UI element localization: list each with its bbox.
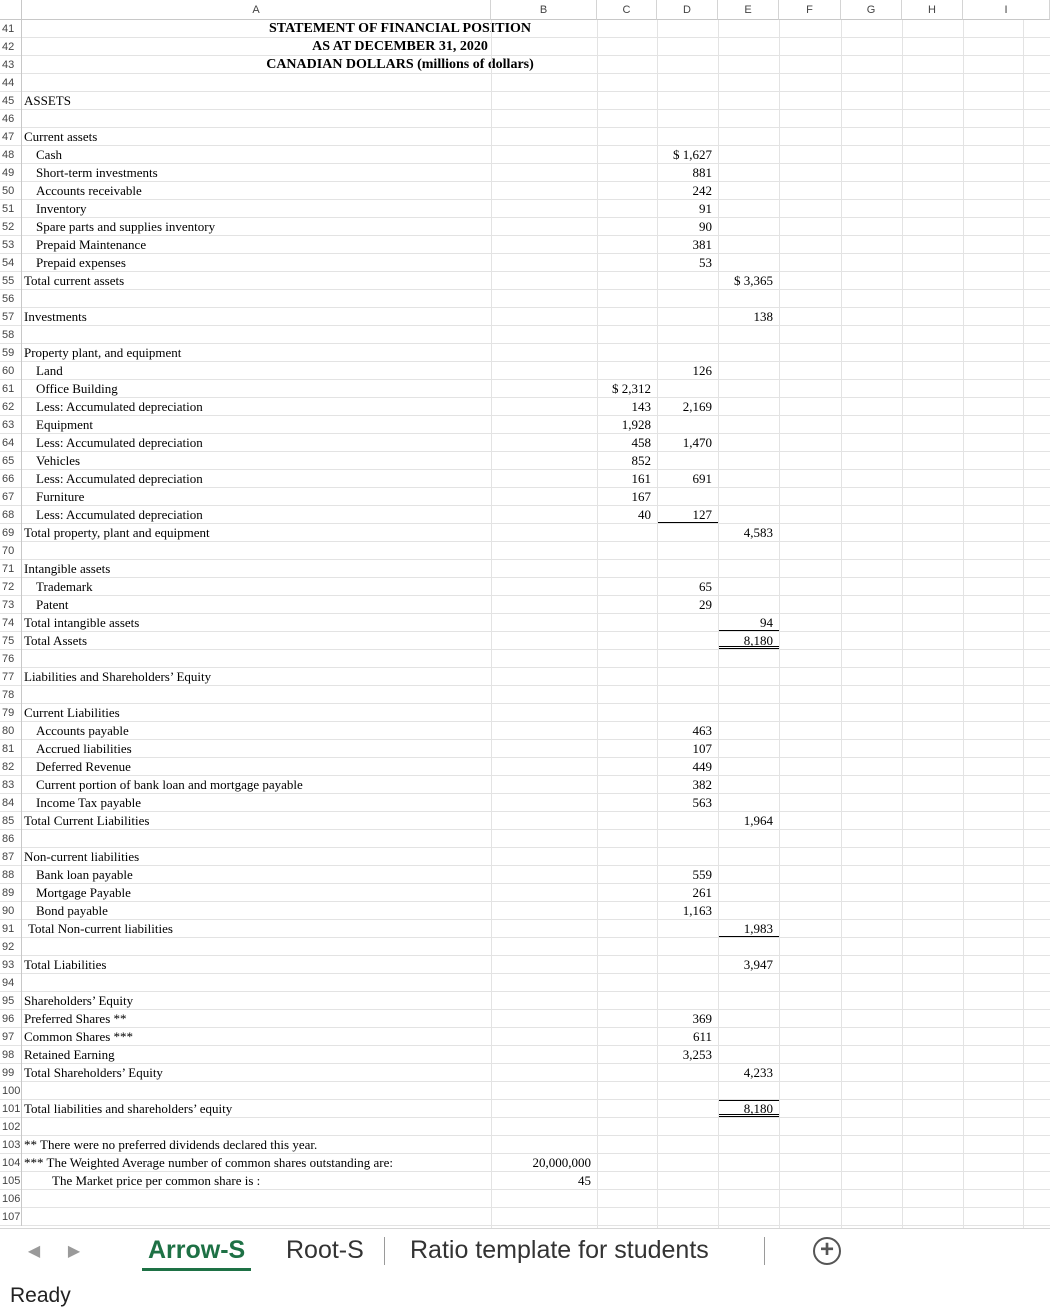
row-number[interactable]: 62 — [0, 398, 22, 416]
row-number[interactable]: 104 — [0, 1154, 22, 1172]
table-row — [0, 542, 1050, 560]
row-number[interactable]: 92 — [0, 938, 22, 956]
table-row — [0, 524, 1050, 542]
row-number[interactable]: 56 — [0, 290, 22, 308]
cell-d-value[interactable]: 449 — [692, 759, 712, 774]
line-item-label[interactable]: Furniture — [36, 489, 85, 504]
table-row — [0, 956, 1050, 974]
line-item-label[interactable]: Current portion of bank loan and mortgage payable — [36, 777, 303, 792]
table-row — [0, 1208, 1050, 1226]
scroll-tabs-right-icon[interactable]: ▶ — [67, 1243, 81, 1260]
row-number[interactable]: 60 — [0, 362, 22, 380]
line-item-label[interactable]: Land — [36, 363, 63, 378]
line-item-label[interactable]: Common Shares *** — [24, 1029, 134, 1044]
row-number[interactable]: 90 — [0, 902, 22, 920]
row-number[interactable]: 48 — [0, 146, 22, 164]
table-row — [0, 650, 1050, 668]
cell-d-value[interactable]: 563 — [692, 795, 712, 810]
table-row — [0, 164, 1050, 182]
row-number[interactable]: 41 — [0, 20, 22, 38]
line-item-label[interactable]: Liabilities and Shareholders’ Equity — [24, 669, 212, 684]
line-item-label[interactable]: ASSETS — [24, 93, 71, 108]
line-item-label[interactable]: Patent — [36, 597, 69, 612]
row-number[interactable]: 80 — [0, 722, 22, 740]
underline-border — [718, 1114, 780, 1117]
cell-d-value[interactable]: 382 — [692, 777, 712, 792]
line-item-label[interactable]: Bank loan payable — [36, 867, 133, 882]
cell-d-value[interactable]: 881 — [692, 165, 712, 180]
cell-d-value[interactable]: 126 — [692, 363, 712, 378]
status-text: Ready — [10, 1284, 71, 1307]
table-row — [0, 74, 1050, 92]
row-number[interactable]: 87 — [0, 848, 22, 866]
cell-d-value[interactable]: 91 — [699, 201, 712, 216]
line-item-label[interactable]: Total Shareholders’ Equity — [24, 1065, 163, 1080]
statement-title-line[interactable]: CANADIAN DOLLARS (millions of dollars) — [266, 57, 534, 72]
table-row — [0, 1082, 1050, 1100]
line-item-label[interactable]: Spare parts and supplies inventory — [36, 219, 216, 234]
table-row — [0, 218, 1050, 236]
line-item-label[interactable]: Accounts receivable — [36, 183, 142, 198]
add-sheet-icon[interactable]: + — [813, 1237, 841, 1265]
statement-title-line[interactable]: AS AT DECEMBER 31, 2020 — [312, 39, 488, 54]
line-item-label[interactable]: Less: Accumulated depreciation — [36, 507, 203, 522]
row-number[interactable]: 72 — [0, 578, 22, 596]
gridline — [597, 20, 598, 1228]
cell-e-value[interactable]: 1,983 — [743, 921, 773, 936]
table-row — [0, 200, 1050, 218]
cell-d-value[interactable]: 90 — [699, 219, 712, 234]
gridline — [718, 20, 719, 1228]
underline-border — [657, 522, 719, 523]
table-row — [0, 380, 1050, 398]
table-row — [0, 1046, 1050, 1064]
row-number[interactable]: 75 — [0, 632, 22, 650]
cell-c-value[interactable]: 1,928 — [621, 417, 651, 432]
row-number[interactable]: 77 — [0, 668, 22, 686]
column-header-b[interactable]: B — [491, 0, 597, 20]
line-item-label[interactable]: Prepaid expenses — [36, 255, 126, 270]
cell-c-value[interactable]: 40 — [638, 507, 651, 522]
cell-d-value[interactable]: 369 — [692, 1011, 712, 1026]
cell-d-value[interactable]: 611 — [692, 1029, 712, 1044]
table-row — [0, 758, 1050, 776]
row-number[interactable]: 71 — [0, 560, 22, 578]
cell-c-value[interactable]: 161 — [631, 471, 651, 486]
line-item-label[interactable]: Income Tax payable — [36, 795, 141, 810]
line-item-label[interactable]: Accrued liabilities — [36, 741, 132, 756]
row-number[interactable]: 70 — [0, 542, 22, 560]
table-row — [0, 776, 1050, 794]
column-header-d[interactable]: D — [657, 0, 718, 20]
cell-d-value[interactable]: 53 — [699, 255, 712, 270]
line-item-label[interactable]: Total Assets — [24, 633, 88, 648]
table-row — [0, 1028, 1050, 1046]
table-row — [0, 668, 1050, 686]
cell-c-value[interactable]: 852 — [631, 453, 651, 468]
gridline — [902, 20, 903, 1228]
table-row — [0, 596, 1050, 614]
statement-title-line[interactable]: STATEMENT OF FINANCIAL POSITION — [268, 21, 532, 36]
row-number[interactable]: 74 — [0, 614, 22, 632]
table-row — [0, 1136, 1050, 1154]
table-row — [0, 1172, 1050, 1190]
line-item-label[interactable]: Cash — [36, 147, 62, 162]
cell-d-value[interactable]: $ 1,627 — [673, 147, 712, 162]
line-item-label[interactable]: Intangible assets — [24, 561, 111, 576]
line-item-label[interactable]: Deferred Revenue — [36, 759, 131, 774]
cell-e-value[interactable]: 8,180 — [743, 1101, 773, 1116]
row-number[interactable]: 66 — [0, 470, 22, 488]
underline-border — [718, 1100, 780, 1101]
row-number[interactable]: 103 — [0, 1136, 22, 1154]
table-row — [0, 578, 1050, 596]
row-number[interactable]: 84 — [0, 794, 22, 812]
row-number[interactable]: 42 — [0, 38, 22, 56]
row-number[interactable]: 76 — [0, 650, 22, 668]
cell-b-value[interactable]: 45 — [578, 1173, 591, 1188]
line-item-label[interactable]: Investments — [24, 309, 87, 324]
cell-d-value[interactable]: 261 — [692, 885, 712, 900]
line-item-label[interactable]: Accounts payable — [36, 723, 129, 738]
table-row — [0, 308, 1050, 326]
line-item-label[interactable]: Total Current Liabilities — [24, 813, 150, 828]
table-row — [0, 704, 1050, 722]
table-row — [0, 992, 1050, 1010]
line-item-label[interactable]: Preferred Shares ** — [24, 1011, 127, 1026]
row-number[interactable]: 106 — [0, 1190, 22, 1208]
line-item-label[interactable]: *** The Weighted Average number of common shares outstanding are: — [24, 1155, 393, 1170]
line-item-label[interactable]: Total Non-current liabilities — [28, 921, 173, 936]
underline-border — [718, 936, 780, 937]
row-number[interactable]: 59 — [0, 344, 22, 362]
sheet-tab[interactable]: Ratio template for students — [410, 1236, 709, 1264]
table-row — [0, 1100, 1050, 1118]
line-item-label[interactable]: Total liabilities and shareholders’ equity — [24, 1101, 233, 1116]
table-row — [0, 560, 1050, 578]
gridline — [963, 20, 964, 1228]
row-number[interactable]: 65 — [0, 452, 22, 470]
row-number[interactable]: 93 — [0, 956, 22, 974]
table-row — [0, 884, 1050, 902]
cell-d-value[interactable]: 559 — [692, 867, 712, 882]
table-row — [0, 20, 1050, 38]
line-item-label[interactable]: Less: Accumulated depreciation — [36, 435, 203, 450]
row-number[interactable]: 81 — [0, 740, 22, 758]
table-row — [0, 506, 1050, 524]
select-all-corner[interactable] — [0, 0, 22, 20]
row-number[interactable]: 91 — [0, 920, 22, 938]
line-item-label[interactable]: Short-term investments — [36, 165, 158, 180]
line-item-label[interactable]: Current assets — [24, 129, 98, 144]
column-header-g[interactable]: G — [841, 0, 902, 20]
column-header-f[interactable]: F — [779, 0, 841, 20]
table-row — [0, 290, 1050, 308]
line-item-label[interactable]: Vehicles — [36, 453, 81, 468]
cell-c-value[interactable]: 167 — [631, 489, 651, 504]
cell-d-value[interactable]: 691 — [692, 471, 712, 486]
cell-e-value[interactable]: 4,583 — [743, 525, 773, 540]
row-number[interactable]: 101 — [0, 1100, 22, 1118]
column-header-a[interactable]: A — [22, 0, 491, 20]
tab-separator — [384, 1237, 385, 1265]
column-header-c[interactable]: C — [597, 0, 657, 20]
row-number[interactable]: 86 — [0, 830, 22, 848]
cell-d-value[interactable]: 381 — [692, 237, 712, 252]
row-number[interactable]: 95 — [0, 992, 22, 1010]
table-row — [0, 398, 1050, 416]
row-number[interactable]: 43 — [0, 56, 22, 74]
line-item-label[interactable]: Trademark — [36, 579, 93, 594]
line-item-label[interactable]: ** There were no preferred dividends declared this year. — [24, 1137, 318, 1152]
column-header-h[interactable]: H — [902, 0, 963, 20]
cell-c-value[interactable]: 143 — [631, 399, 651, 414]
row-number[interactable]: 85 — [0, 812, 22, 830]
row-number[interactable]: 64 — [0, 434, 22, 452]
row-number[interactable]: 46 — [0, 110, 22, 128]
row-number[interactable]: 51 — [0, 200, 22, 218]
table-row — [0, 974, 1050, 992]
cell-e-value[interactable]: 138 — [753, 309, 773, 324]
cell-c-value[interactable]: 458 — [631, 435, 651, 450]
line-item-label[interactable]: Less: Accumulated depreciation — [36, 399, 203, 414]
table-row — [0, 632, 1050, 650]
row-number[interactable]: 53 — [0, 236, 22, 254]
cell-b-value[interactable]: 20,000,000 — [532, 1155, 591, 1170]
underline-border — [718, 630, 780, 631]
row-number[interactable]: 98 — [0, 1046, 22, 1064]
line-item-label[interactable]: Total intangible assets — [24, 615, 140, 630]
cell-e-value[interactable]: 4,233 — [743, 1065, 773, 1080]
row-number[interactable]: 79 — [0, 704, 22, 722]
line-item-label[interactable]: Bond payable — [36, 903, 108, 918]
row-number[interactable]: 69 — [0, 524, 22, 542]
row-number[interactable]: 55 — [0, 272, 22, 290]
table-row — [0, 362, 1050, 380]
cell-e-value[interactable]: 94 — [760, 615, 773, 630]
line-item-label[interactable]: Equipment — [36, 417, 94, 432]
table-row — [0, 1154, 1050, 1172]
row-number[interactable]: 97 — [0, 1028, 22, 1046]
table-row — [0, 902, 1050, 920]
cell-d-value[interactable]: 107 — [692, 741, 712, 756]
gridline — [657, 20, 658, 1228]
cell-d-value[interactable]: 127 — [692, 507, 712, 522]
cell-e-value[interactable]: 1,964 — [743, 813, 773, 828]
table-row — [0, 254, 1050, 272]
column-header-i[interactable]: I — [963, 0, 1050, 20]
row-number[interactable]: 99 — [0, 1064, 22, 1082]
row-number[interactable]: 100 — [0, 1082, 22, 1100]
cell-d-value[interactable]: 1,470 — [682, 435, 712, 450]
row-number[interactable]: 107 — [0, 1208, 22, 1226]
cell-d-value[interactable]: 463 — [692, 723, 712, 738]
line-item-label[interactable]: Office Building — [36, 381, 118, 396]
table-row — [0, 686, 1050, 704]
table-row — [0, 938, 1050, 956]
gridline — [491, 20, 492, 1228]
line-item-label[interactable]: Less: Accumulated depreciation — [36, 471, 203, 486]
table-row — [0, 38, 1050, 56]
column-header-e[interactable]: E — [718, 0, 779, 20]
row-number[interactable]: 82 — [0, 758, 22, 776]
gridline — [841, 20, 842, 1228]
cell-e-value[interactable]: 8,180 — [743, 633, 773, 648]
line-item-label[interactable]: The Market price per common share is : — [52, 1173, 261, 1188]
tab-separator — [764, 1237, 765, 1265]
row-number[interactable]: 44 — [0, 74, 22, 92]
table-row — [0, 794, 1050, 812]
table-row — [0, 866, 1050, 884]
underline-border — [718, 646, 780, 649]
table-row — [0, 92, 1050, 110]
cell-d-value[interactable]: 29 — [699, 597, 712, 612]
row-number[interactable]: 52 — [0, 218, 22, 236]
row-number[interactable]: 63 — [0, 416, 22, 434]
line-item-label[interactable]: Property plant, and equipment — [24, 345, 182, 360]
table-row — [0, 56, 1050, 74]
table-row — [0, 272, 1050, 290]
line-item-label[interactable]: Total current assets — [24, 273, 125, 288]
cell-d-value[interactable]: 2,169 — [682, 399, 712, 414]
table-row — [0, 182, 1050, 200]
row-number[interactable]: 105 — [0, 1172, 22, 1190]
table-row — [0, 344, 1050, 362]
row-number[interactable]: 57 — [0, 308, 22, 326]
cell-e-value[interactable]: 3,947 — [743, 957, 773, 972]
table-row — [0, 452, 1050, 470]
row-number[interactable]: 45 — [0, 92, 22, 110]
table-row — [0, 146, 1050, 164]
table-row — [0, 848, 1050, 866]
table-row — [0, 128, 1050, 146]
row-number[interactable]: 94 — [0, 974, 22, 992]
sheet-tab-bar — [0, 1228, 1050, 1274]
row-number[interactable]: 61 — [0, 380, 22, 398]
gridline — [1023, 20, 1024, 1228]
line-item-label[interactable]: Mortgage Payable — [36, 885, 131, 900]
status-bar — [0, 1274, 1050, 1310]
line-item-label[interactable]: Non-current liabilities — [24, 849, 140, 864]
line-item-label[interactable]: Inventory — [36, 201, 87, 216]
row-number[interactable]: 49 — [0, 164, 22, 182]
sheet-tab[interactable]: Root-S — [286, 1236, 364, 1264]
table-row — [0, 920, 1050, 938]
table-row — [0, 470, 1050, 488]
table-row — [0, 1064, 1050, 1082]
row-number[interactable]: 102 — [0, 1118, 22, 1136]
line-item-label[interactable]: Prepaid Maintenance — [36, 237, 147, 252]
row-number[interactable]: 50 — [0, 182, 22, 200]
row-number[interactable]: 83 — [0, 776, 22, 794]
line-item-label[interactable]: Current Liabilities — [24, 705, 120, 720]
line-item-label[interactable]: Shareholders’ Equity — [24, 993, 134, 1008]
row-number[interactable]: 88 — [0, 866, 22, 884]
table-row — [0, 812, 1050, 830]
line-item-label[interactable]: Total property, plant and equipment — [24, 525, 210, 540]
row-number[interactable]: 47 — [0, 128, 22, 146]
cell-d-value[interactable]: 3,253 — [682, 1047, 712, 1062]
table-row — [0, 434, 1050, 452]
table-row — [0, 416, 1050, 434]
table-row — [0, 110, 1050, 128]
row-number[interactable]: 54 — [0, 254, 22, 272]
table-row — [0, 830, 1050, 848]
cell-d-value[interactable]: 1,163 — [682, 903, 712, 918]
cell-e-value[interactable]: $ 3,365 — [734, 273, 773, 288]
cell-d-value[interactable]: 65 — [699, 579, 712, 594]
table-row — [0, 1118, 1050, 1136]
row-number[interactable]: 68 — [0, 506, 22, 524]
sheet-tab[interactable]: Arrow-S — [142, 1229, 251, 1271]
cell-c-value[interactable]: $ 2,312 — [612, 381, 651, 396]
row-number[interactable]: 78 — [0, 686, 22, 704]
line-item-label[interactable]: Total Liabilities — [24, 957, 107, 972]
table-row — [0, 1190, 1050, 1208]
row-number[interactable]: 58 — [0, 326, 22, 344]
row-number[interactable]: 73 — [0, 596, 22, 614]
line-item-label[interactable]: Retained Earning — [24, 1047, 115, 1062]
row-number[interactable]: 67 — [0, 488, 22, 506]
scroll-tabs-left-icon[interactable]: ◀ — [27, 1243, 41, 1260]
table-row — [0, 326, 1050, 344]
table-row — [0, 740, 1050, 758]
table-row — [0, 488, 1050, 506]
table-row — [0, 614, 1050, 632]
table-row — [0, 722, 1050, 740]
row-number[interactable]: 96 — [0, 1010, 22, 1028]
table-row — [0, 236, 1050, 254]
cell-d-value[interactable]: 242 — [692, 183, 712, 198]
gridline — [779, 20, 780, 1228]
table-row — [0, 1010, 1050, 1028]
row-number[interactable]: 89 — [0, 884, 22, 902]
